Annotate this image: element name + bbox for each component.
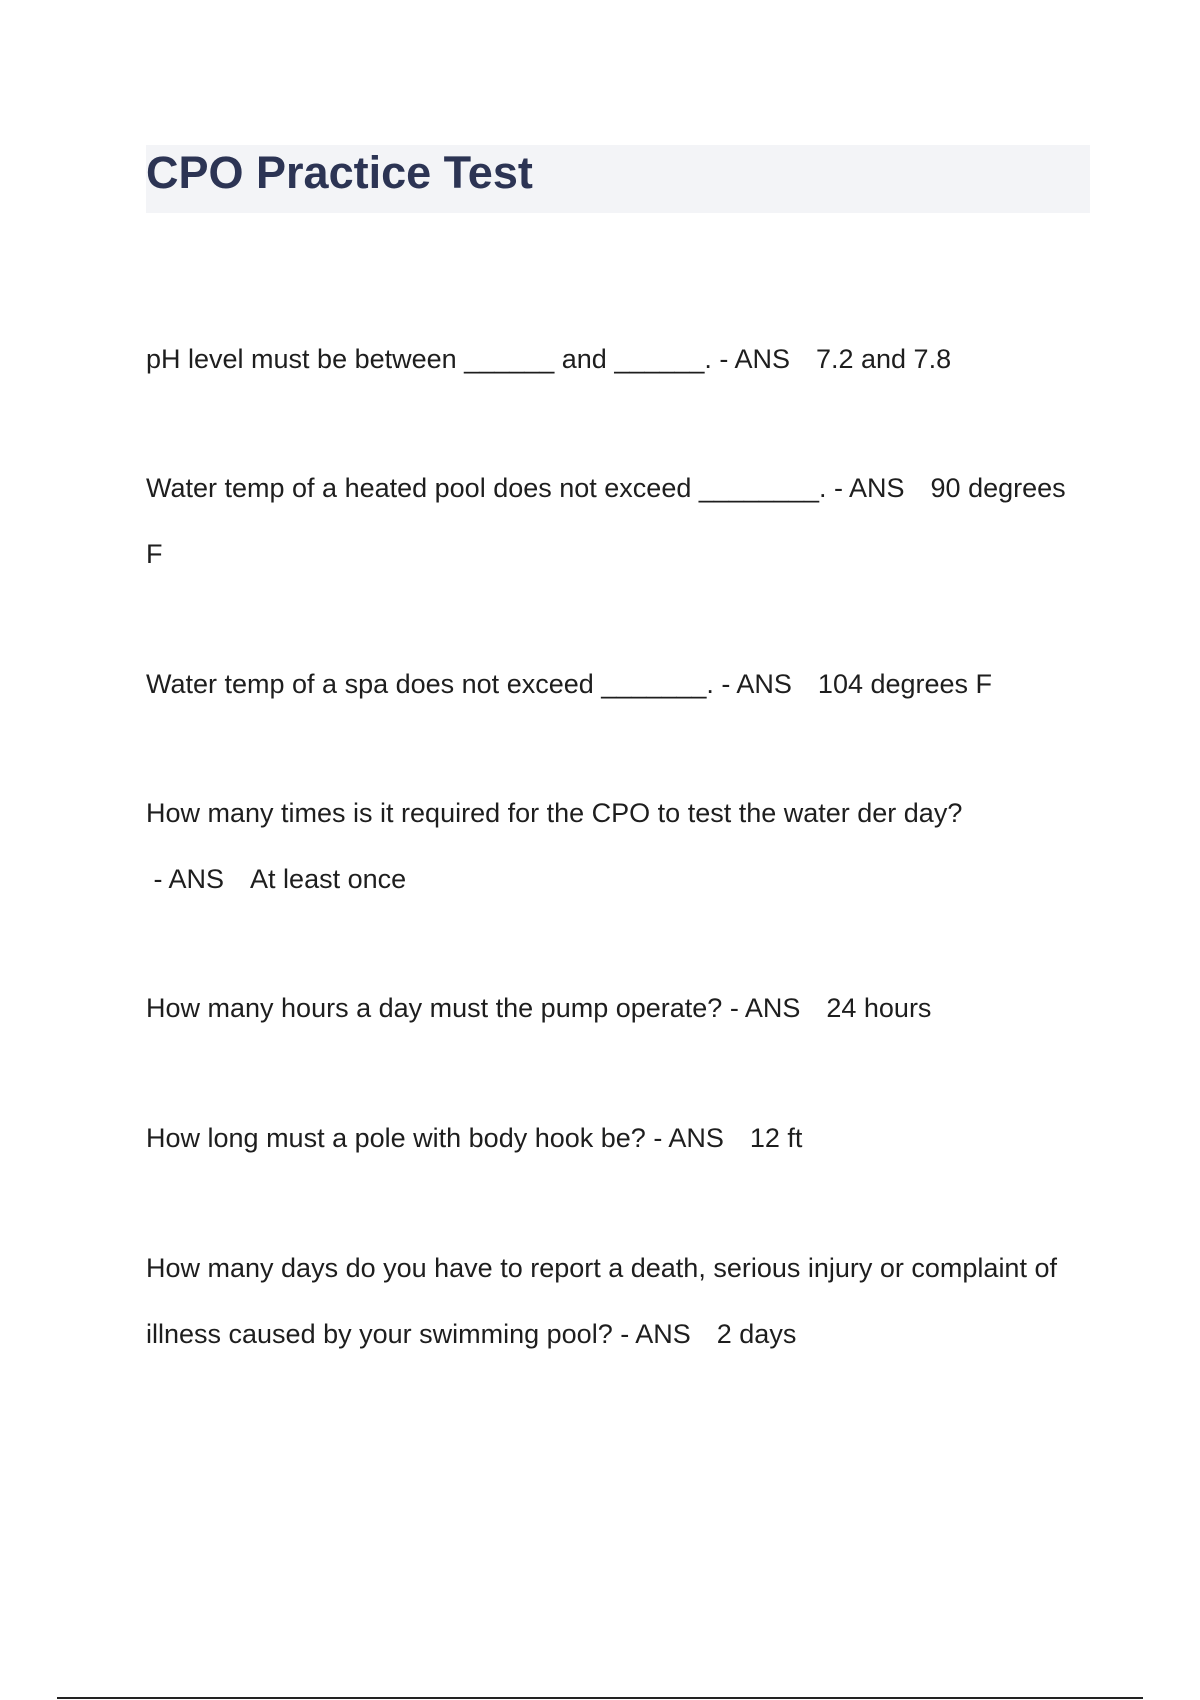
answer-separator: - (826, 473, 849, 503)
answer-label: ANS (668, 1123, 724, 1153)
answer-text: 12 ft (749, 1123, 803, 1153)
answer-label: ANS (744, 993, 801, 1023)
answer-label: ANS (635, 1319, 691, 1349)
qa-item-spa-temp (146, 651, 1086, 717)
answer-text: 2 days (716, 1319, 797, 1349)
question-text: Water temp of a spa does not exceed _______. (146, 669, 714, 699)
question-text: How many times is it required for the CPO to test the water der day? (146, 798, 963, 828)
answer-label: ANS (734, 344, 790, 374)
qa-item-heated-pool-temp (146, 455, 1086, 587)
qa-item-water-tests (146, 780, 1086, 912)
qa-item-pump-hours (146, 975, 1086, 1041)
answer-separator: - (711, 344, 735, 374)
answer-separator: - (645, 1123, 669, 1153)
question-text: Water temp of a heated pool does not exceed ________. (146, 473, 827, 503)
question-text: How many days do you have to report a death, serious injury or complaint of illness caused by your swimming pool? (146, 1253, 1057, 1349)
answer-text: At least once (250, 864, 407, 894)
answer-label: ANS (736, 669, 792, 699)
answer-label: ANS (168, 864, 225, 894)
question-text: How many hours a day must the pump operate? (146, 993, 723, 1023)
answer-separator: - (612, 1319, 636, 1349)
question-text: pH level must be between ______ and ______. (146, 344, 712, 374)
answer-text: 7.2 and 7.8 (815, 344, 952, 374)
qa-item-report-days (146, 1235, 1086, 1367)
qa-item-pole-length (146, 1105, 1086, 1171)
qa-item-ph-level (146, 326, 1086, 392)
answer-separator: - (146, 864, 169, 894)
answer-text: 24 hours (826, 993, 932, 1023)
answer-label: ANS (849, 473, 905, 503)
answer-separator: - (722, 993, 745, 1023)
footer-divider (57, 1697, 1143, 1699)
answer-text: 90 degrees F (146, 473, 1066, 569)
answer-text: 104 degrees F (817, 669, 993, 699)
question-text: How long must a pole with body hook be? (146, 1123, 646, 1153)
answer-separator: - (713, 669, 737, 699)
page-title: CPO Practice Test (146, 147, 533, 198)
